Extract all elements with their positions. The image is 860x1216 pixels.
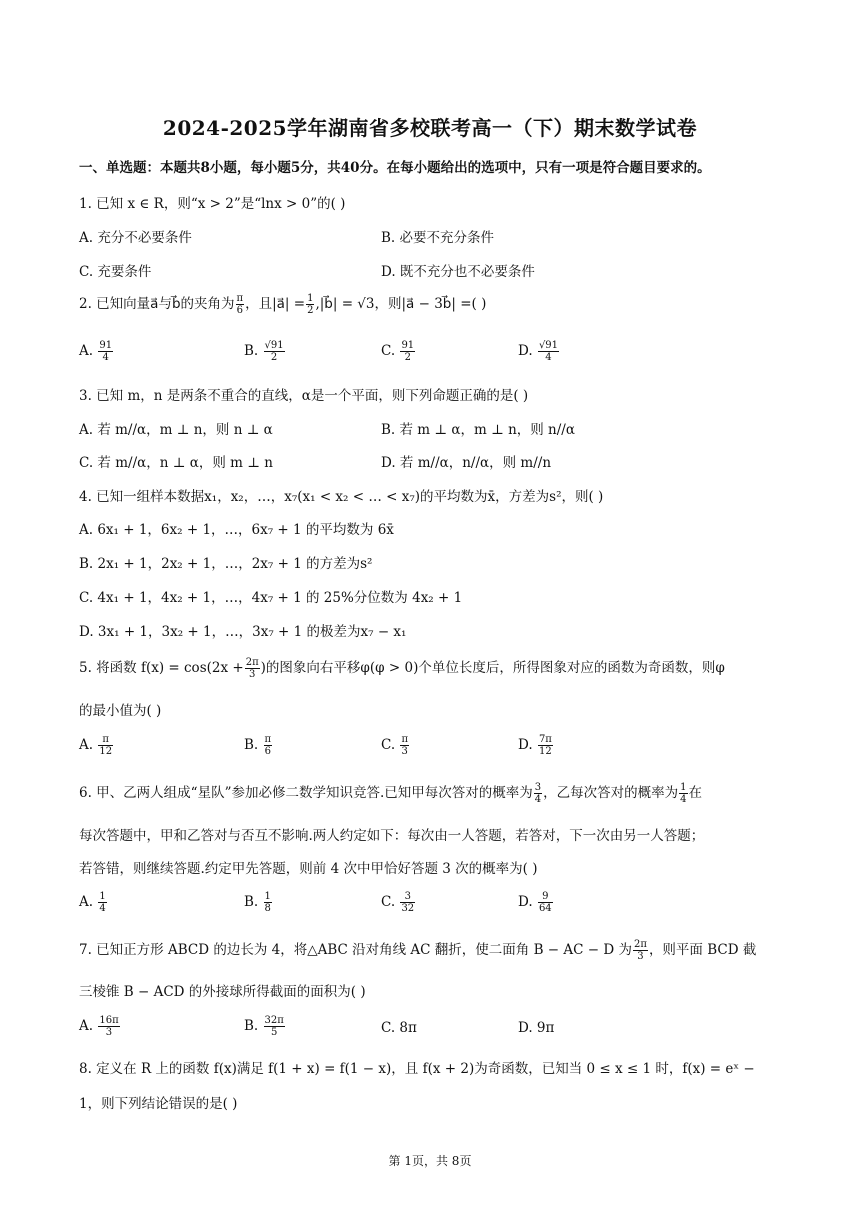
q2-angle-fraction: $\frac{\pi}{6}$ [236, 293, 244, 316]
q2-stem-part-b: ，且|a⃗| = [245, 296, 306, 312]
q2-option-a: A. $\frac{91}{4}$ [79, 340, 113, 363]
question-5-stem-cont: 的最小值为( ) [79, 703, 162, 719]
q4-option-c: C. 4x₁ + 1，4x₂ + 1，…，4x₇ + 1 的 25%分位数为 4x₂ + 1 [79, 590, 463, 606]
q6-option-c: C. $\frac{3}{32}$ [381, 891, 415, 914]
question-6-stem: 6. 甲、乙两人组成“星队”参加必修二数学知识竞答.已知甲每次答对的概率为 $\frac{3}{4}$ ，乙每次答对的概率为 $\frac{1}{4}$ 在 [79, 782, 703, 805]
question-8-line-2: 1，则下列结论错误的是( ) [79, 1096, 238, 1112]
q7-option-c: C. 8π [381, 1020, 417, 1036]
q7-dihedral-fraction: $\frac{2\pi}{3}$ [634, 939, 647, 962]
q6-prob-yi: $\frac{1}{4}$ [680, 782, 687, 805]
q5-option-b: B. $\frac{\pi}{6}$ [244, 734, 272, 757]
q6-option-b: B. $\frac{1}{8}$ [244, 891, 271, 914]
question-6-line-2: 每次答题中，甲和乙答对与否互不影响.两人约定如下：每次由一人答题，若答对，下一次由另一人答题； [79, 828, 705, 844]
question-7-stem: 7. 已知正方形 ABCD 的边长为 4，将△ABC 沿对角线 AC 翻折，使二面角 B − AC − D 为 $\frac{2\pi}{3}$ ，则平面 BCD 截 [79, 939, 757, 962]
q4-option-a: A. 6x₁ + 1，6x₂ + 1，…，6x₇ + 1 的平均数为 6x̄ [79, 522, 394, 538]
q2-option-b: B. $\frac{√91}{2}$ [244, 340, 284, 363]
q3-option-a: A. 若 m//α，m ⊥ n，则 n ⊥ α [79, 422, 273, 438]
exam-title: 2024-2025学年湖南省多校联考高一（下）期末数学试卷 [162, 116, 698, 140]
q6-option-a: A. $\frac{1}{4}$ [79, 891, 106, 914]
q3-option-b: B. 若 m ⊥ α，m ⊥ n，则 n//α [381, 422, 575, 438]
q5-option-c: C. $\frac{\pi}{3}$ [381, 734, 409, 757]
q1-option-b: B. 必要不充分条件 [381, 230, 495, 246]
question-2-stem [79, 292, 486, 316]
q2-stem-part-a: 2. 已知向量a⃗与b⃗的夹角为 [79, 296, 235, 312]
q2-magnitude-fraction: $\frac{1}{2}$ [307, 293, 314, 316]
q2-option-c: C. $\frac{91}{2}$ [381, 340, 415, 363]
q5-option-d: D. $\frac{7\pi}{12}$ [518, 734, 552, 757]
page-footer: 第 1页，共 8页 [388, 1154, 472, 1168]
question-6-line-3: 若答错，则继续答题.约定甲先答题，则前 4 次中甲恰好答题 3 次的概率为( ) [79, 861, 538, 877]
section-heading: 一、单选题：本题共8小题，每小题5分，共40分。在每小题给出的选项中，只有一项是符合题目要求的。 [79, 160, 711, 176]
question-3-stem: 3. 已知 m，n 是两条不重合的直线，α是一个平面，则下列命题正确的是( ) [79, 388, 529, 404]
q1-option-d: D. 既不充分也不必要条件 [381, 264, 535, 280]
q7-option-a: A. $\frac{16\pi}{3}$ [79, 1015, 119, 1038]
q5-phase-fraction: $\frac{2\pi}{3}$ [245, 657, 259, 680]
q7-option-b: B. $\frac{32\pi}{5}$ [244, 1015, 284, 1038]
q1-option-a: A. 充分不必要条件 [79, 230, 192, 246]
q6-option-d: D. $\frac{9}{64}$ [518, 891, 552, 914]
q6-prob-jia: $\frac{3}{4}$ [534, 782, 542, 805]
q3-option-c: C. 若 m//α，n ⊥ α，则 m ⊥ n [79, 455, 273, 471]
question-8-line-1: 8. 定义在 R 上的函数 f(x)满足 f(1 + x) = f(1 − x)，且 f(x + 2)为奇函数，已知当 0 ≤ x ≤ 1 时，f(x) = eˣ − [79, 1061, 755, 1077]
q7-option-d: D. 9π [518, 1020, 555, 1036]
q2-option-d: D. $\frac{√91}{4}$ [518, 340, 559, 363]
question-4-stem: 4. 已知一组样本数据x₁，x₂，…，x₇(x₁ < x₂ < … < x₇)的平均数为x̄，方差为s²，则( ) [79, 489, 604, 505]
q4-option-b: B. 2x₁ + 1，2x₂ + 1，…，2x₇ + 1 的方差为s² [79, 556, 373, 572]
q2-stem-part-c: ,|b⃗| = √3，则|a⃗ − 3b⃗| =( ) [315, 296, 487, 312]
q5-option-a: A. $\frac{\pi}{12}$ [79, 734, 113, 757]
question-5-stem: 5. 将函数 f(x) = cos(2x + $\frac{2\pi}{3}$ )的图象向右平移φ(φ > 0)个单位长度后，所得图象对应的函数为奇函数，则φ [79, 657, 725, 680]
question-1-stem: 1. 已知 x ∈ R，则“x > 2”是“lnx > 0”的( ) [79, 196, 346, 212]
q1-option-c: C. 充要条件 [79, 264, 152, 280]
q3-option-d: D. 若 m//α，n//α，则 m//n [381, 455, 552, 471]
q4-option-d: D. 3x₁ + 1，3x₂ + 1，…，3x₇ + 1 的极差为x₇ − x₁ [79, 624, 407, 640]
question-7-line-2: 三棱锥 B − ACD 的外接球所得截面的面积为( ) [79, 984, 366, 1000]
